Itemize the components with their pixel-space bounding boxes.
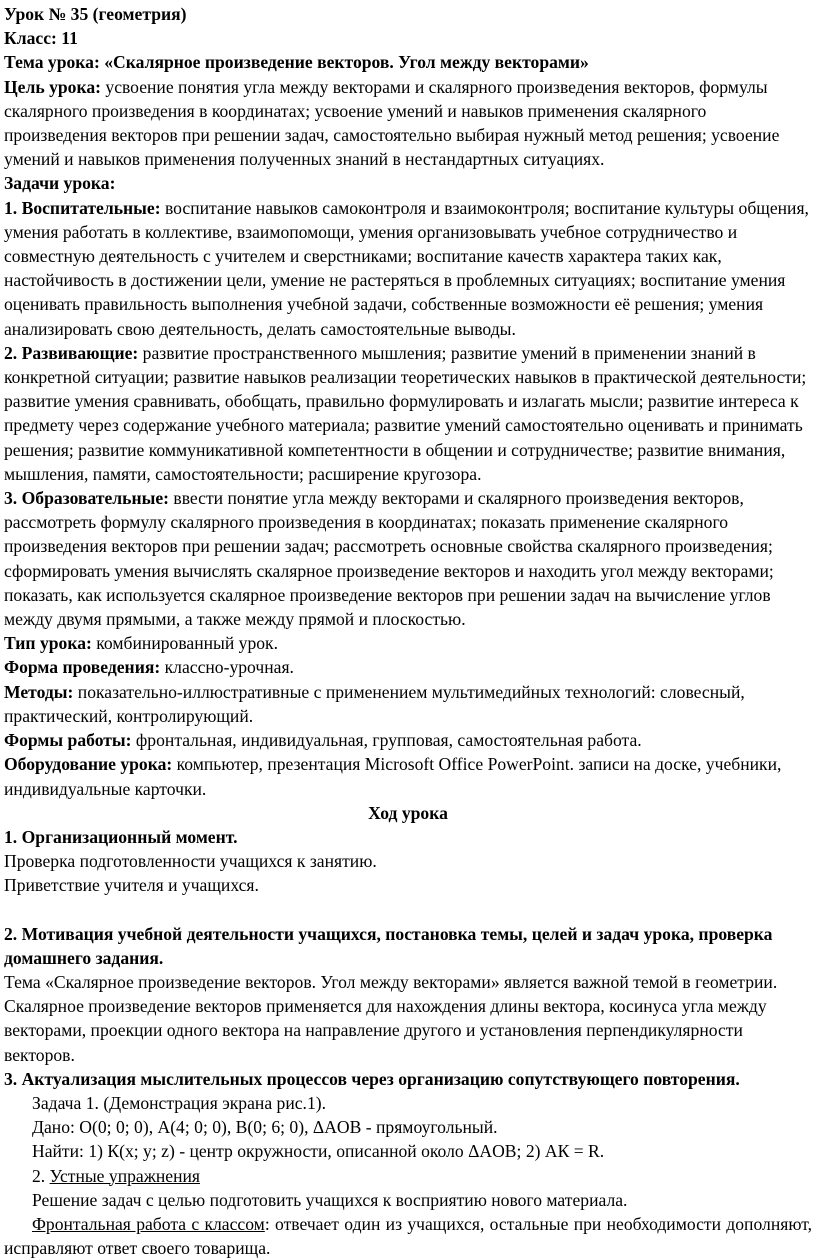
info-text: фронтальная, индивидуальная, групповая, самостоятельная работа. bbox=[135, 730, 642, 751]
tasks-heading: Задачи урока: bbox=[4, 173, 116, 194]
info-form bbox=[4, 655, 812, 679]
info-text: классно-урочная. bbox=[164, 657, 294, 678]
info-label: Тип урока: bbox=[4, 633, 92, 654]
blank-line bbox=[4, 898, 812, 922]
section-3-title: 3. Актуализация мыслительных процессов через организацию сопутствующего повторения. bbox=[4, 1068, 740, 1089]
topic-value: «Скалярное произведение векторов. Угол между векторами» bbox=[104, 52, 589, 73]
oral-title: Устные упражнения bbox=[49, 1165, 201, 1186]
section-1-title: 1. Организационный момент. bbox=[4, 826, 238, 847]
oral-text: Решение задач с целью подготовить учащихся к восприятию нового материала. bbox=[32, 1189, 628, 1210]
info-label: Оборудование урока: bbox=[4, 754, 173, 775]
course-heading: Ход урока bbox=[368, 802, 448, 823]
info-lesson-type bbox=[4, 631, 812, 655]
info-text: показательно-иллюстративные с применением мультимедийных технологий: словесный, практический, контролирующий. bbox=[4, 681, 745, 726]
frontal-text: : отвечает один из учащихся, остальные при необходимости дополняют, исправляют ответ своего товарища. bbox=[4, 1213, 813, 1259]
task-1-title: Задача 1. (Демонстрация экрана рис.1). bbox=[32, 1092, 326, 1113]
task-text: развитие пространственного мышления; развитие умений в применении знаний в конкретной ситуации; развитие навыков реализации теоретических навыков в практической деятельности; развитие умения сравнивать, обобщать, правильно формулировать и излагать мысли; развитие интереса к предмету через содержание учебного материала; развитие умений самостоятельно оценивать и принимать решения; развитие коммуникативной компетентности в общении и сотрудничестве; развитие внимания, мышления, памяти, самостоятельности; расширение кругозора. bbox=[4, 342, 807, 484]
oral-exercises bbox=[4, 1164, 812, 1188]
task-label: 3. Образовательные: bbox=[4, 488, 169, 509]
info-text: комбинированный урок. bbox=[96, 633, 279, 654]
task-text: воспитание навыков самоконтроля и взаимоконтроля; воспитание культуры общения, умения работать в коллективе, взаимопомощи, умения организовывать учебное сотрудничество и совместную деятельность с учителем и сверстниками; воспитание качеств характера таких как, настойчивость в достижении цели, умение не растеряться в проблемных ситуациях; воспитание умения оценивать правильность выполнения учебной задачи, собственные возможности её решения; умения анализировать свою деятельность, делать самостоятельные выводы. bbox=[4, 197, 809, 339]
task-item bbox=[4, 341, 812, 486]
task-text: ввести понятие угла между векторами и скалярного произведения векторов, рассмотреть формулу скалярного произведения в координатах; показать применение скалярного произведения векторов при решении задач; рассмотреть основные свойства скалярного произведения; сформировать умения вычислять скалярное произведение векторов и находить угол между векторами; показать, как используется скалярное произведение векторов при решении задач на вычисление углов между двумя прямыми, а также между прямой и плоскостью. bbox=[4, 488, 774, 630]
goal-label: Цель урока: bbox=[4, 76, 101, 97]
lesson-topic bbox=[4, 50, 812, 74]
info-text: компьютер, презентация Microsoft Office PowerPoint. записи на доске, учебники, индивидуальные карточки. bbox=[4, 754, 782, 799]
info-label: Формы работы: bbox=[4, 730, 132, 751]
lesson-goal bbox=[4, 75, 812, 172]
info-label: Форма проведения: bbox=[4, 657, 161, 678]
section-1-line: Приветствие учителя и учащихся. bbox=[4, 875, 259, 896]
section-1-line: Проверка подготовленности учащихся к занятию. bbox=[4, 851, 377, 872]
task-1-given: Дано: О(0; 0; 0), А(4; 0; 0), В(0; 6; 0), ΔAOB - прямоугольный. bbox=[32, 1117, 498, 1138]
info-work-forms bbox=[4, 728, 812, 752]
lesson-number: Урок № 35 (геометрия) bbox=[4, 4, 187, 24]
info-label: Методы: bbox=[4, 681, 74, 702]
oral-number: 2. bbox=[32, 1165, 46, 1186]
task-label: 2. Развивающие: bbox=[4, 342, 139, 363]
frontal-label: Фронтальная работа с классом bbox=[32, 1213, 265, 1234]
topic-label: Тема урока: bbox=[4, 52, 100, 73]
frontal-work bbox=[4, 1212, 812, 1260]
info-methods bbox=[4, 680, 812, 728]
task-label: 1. Воспитательные: bbox=[4, 197, 161, 218]
task-1-find: Найти: 1) К(x; y; z) - центр окружности, описанной около ΔAOB; 2) АК = R. bbox=[32, 1141, 605, 1162]
section-2-text: Тема «Скалярное произведение векторов. Угол между векторами» является важной темой в геометрии. Скалярное произведение векторов применяется для нахождения длины вектора, косинуса угла между векторами, проекции одного вектора на направление другого и установления перпендикулярности векторов. bbox=[4, 971, 778, 1065]
grade: Класс: 11 bbox=[4, 28, 78, 49]
task-item bbox=[4, 486, 812, 631]
task-item bbox=[4, 196, 812, 341]
info-equipment bbox=[4, 752, 812, 800]
goal-value: усвоение понятия угла между векторами и скалярного произведения векторов, формулы скалярного произведения в координатах; усвоение умений и навыков применения скалярного произведения векторов при решении задач, самостоятельно выбирая нужный метод решения; усвоение умений и навыков применения полученных знаний в нестандартных ситуациях. bbox=[4, 76, 780, 170]
section-2-title: 2. Мотивация учебной деятельности учащихся, постановка темы, целей и задач урока, проверка домашнего задания. bbox=[4, 923, 773, 968]
